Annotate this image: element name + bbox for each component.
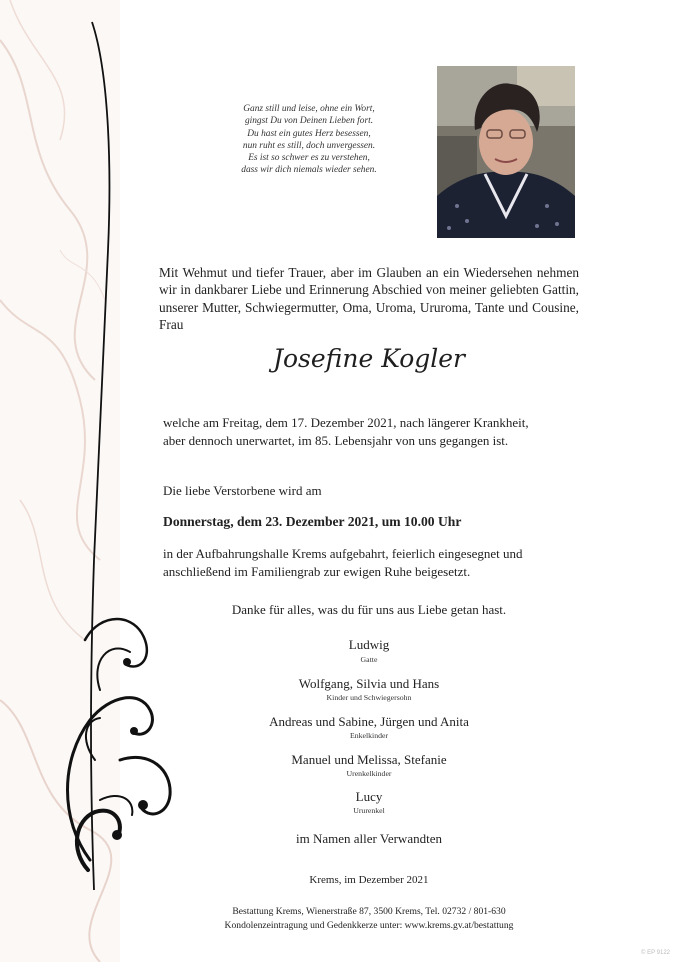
poem-line: nun ruht es still, doch unvergessen. [242,140,376,151]
intro-text: Mit Wehmut und tiefer Trauer, aber im Glauben an ein Wiedersehen nehmen wir in dankbarer Liebe und Erinnerung Abschied von meiner geliebten Gattin, unserer Mutter, Schwiegermutter, Oma, Uroma, Ururoma, Tante und Cousine, Frau [159,265,579,332]
portrait-photo [437,66,575,238]
poem-line: Du hast ein gutes Herz besessen, [247,128,371,139]
announce-text: Die liebe Verstorbene wird am [163,483,322,498]
family-role: Urenkelkinder [346,769,392,778]
family-role: Gatte [360,655,378,664]
place-date: Krems, im Dezember 2021 [309,874,429,886]
ornament-swirl [0,0,200,962]
poem-line: gingst Du von Deinen Lieben fort. [244,116,374,127]
footer-condolence: Kondolenzeintragung und Gedenkkerze unter: www.krems.gv.at/bestattung [224,920,514,931]
family-role: Enkelkinder [349,731,389,740]
family-role: Kinder und Schwiegersohn [326,693,412,702]
family-name: Ludwig [348,637,390,652]
ceremony-text-line: in der Aufbahrungshalle Krems aufgebahrt, feierlich eingesegnet und [163,546,523,561]
print-code: © EP 9122 [641,950,670,956]
ceremony-date: Donnerstag, dem 23. Dezember 2021, um 10.00 Uhr [163,514,462,529]
family-name: Wolfgang, Silvia und Hans [298,676,440,691]
poem [200,103,418,177]
family-name: Lucy [355,789,383,804]
death-text-line: welche am Freitag, dem 17. Dezember 2021, nach längerer Krankheit, [163,415,529,430]
ceremony-text-line: anschließend im Familiengrab zur ewigen Ruhe beigesetzt. [163,564,471,579]
family-name: Manuel und Melissa, Stefanie [291,752,447,767]
family-role: Ururenkel [353,806,385,815]
footer-address: Bestattung Krems, Wienerstraße 87, 3500 Krems, Tel. 02732 / 801-630 [232,906,506,917]
poem-line: dass wir dich niemals wieder sehen. [241,165,377,176]
thanks-text: Danke für alles, was du für uns aus Liebe getan hast. [231,602,507,617]
closing-text: im Namen aller Verwandten [296,831,442,846]
deceased-name: Josefine Kogler [272,344,466,373]
family-name: Andreas und Sabine, Jürgen und Anita [269,714,469,729]
death-text-line: aber dennoch unerwartet, im 85. Lebensjahr von uns gegangen ist. [163,433,509,448]
poem-line: Es ist so schwer es zu verstehen, [248,153,370,164]
poem-line: Ganz still und leise, ohne ein Wort, [243,104,375,114]
